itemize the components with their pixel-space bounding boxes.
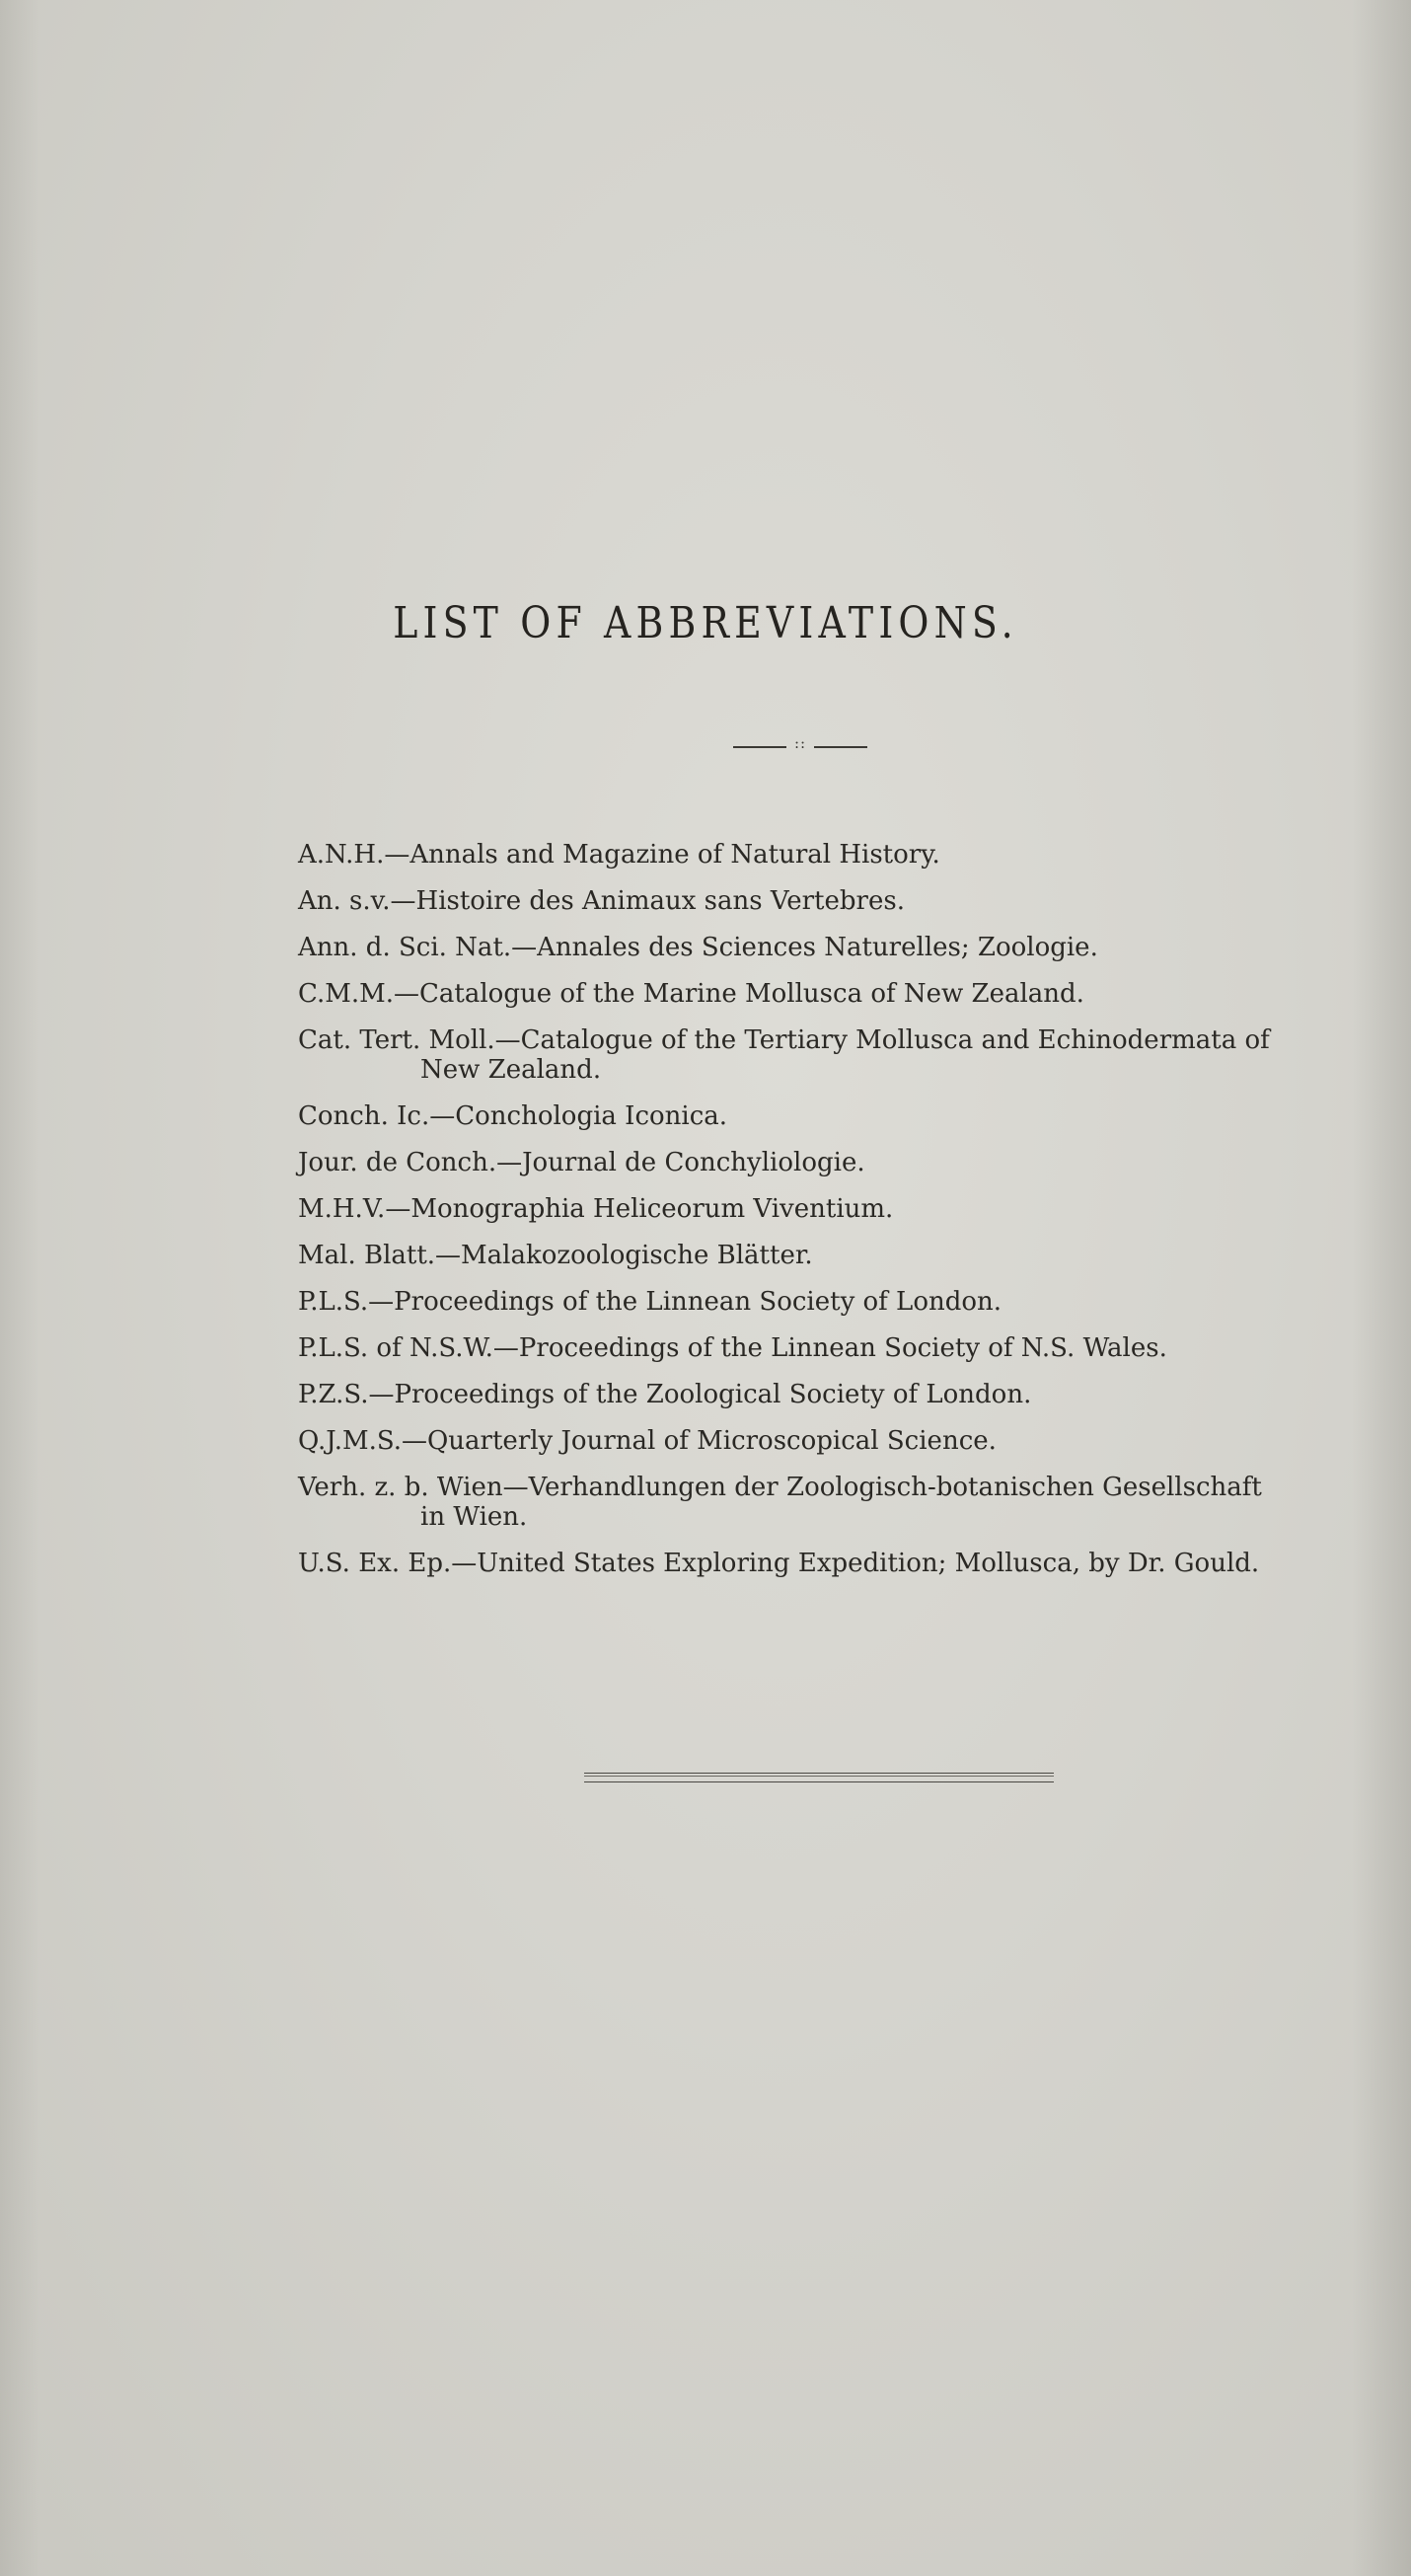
entry-text: P.Z.S.—Proceedings of the Zoological Society of London. — [298, 1380, 1032, 1409]
entry-text: P.L.S.—Proceedings of the Linnean Society of London. — [298, 1287, 1003, 1317]
abbreviation-entry — [298, 1472, 1374, 1534]
entry-text: U.S. Ex. Ep.—United States Exploring Expedition; Mollusca, by Dr. Gould. — [298, 1549, 1260, 1578]
abbreviation-entry — [298, 1332, 1374, 1365]
abbreviation-entry — [298, 978, 1374, 1011]
entry-text: Q.J.M.S.—Quarterly Journal of Microscopical Science. — [298, 1426, 997, 1456]
abbreviation-entry — [298, 1147, 1374, 1179]
abbreviation-entry — [298, 932, 1374, 964]
entry-text: C.M.M.—Catalogue of the Marine Mollusca of New Zealand. — [298, 979, 1084, 1009]
ornament-rule-left — [733, 746, 786, 748]
entry-text: Verh. z. b. Wien—Verhandlungen der Zoologisch-botanischen Gesellschaft — [298, 1473, 1262, 1502]
closing-rule-inner — [584, 1776, 1054, 1777]
entry-text: Mal. Blatt.—Malakozoologische Blätter. — [298, 1241, 813, 1270]
entry-text: M.H.V.—Monographia Heliceorum Viventium. — [298, 1194, 894, 1224]
entry-text: Conch. Ic.—Conchologia Iconica. — [298, 1101, 728, 1131]
abbreviation-entry — [298, 1240, 1374, 1272]
ornament-symbol: :: — [793, 734, 807, 752]
abbreviation-entry — [298, 1100, 1374, 1133]
entry-text: A.N.H.—Annals and Magazine of Natural History. — [298, 840, 940, 870]
entry-continuation: New Zealand. — [420, 1055, 602, 1085]
abbreviation-entry — [298, 1024, 1374, 1087]
title-ornament — [733, 734, 867, 752]
page-title: LIST OF ABBREVIATIONS. — [393, 598, 1018, 648]
entry-text: An. s.v.—Histoire des Animaux sans Vertebres. — [298, 886, 905, 916]
abbreviation-entry — [298, 1193, 1374, 1226]
abbreviation-entry — [298, 1379, 1374, 1411]
entry-text: Cat. Tert. Moll.—Catalogue of the Tertiary Mollusca and Echinodermata of — [298, 1025, 1270, 1055]
entry-text: Jour. de Conch.—Journal de Conchyliologie. — [298, 1148, 865, 1177]
abbreviation-entry — [298, 1548, 1374, 1580]
ornament-rule-right — [814, 746, 867, 748]
abbreviation-entry — [298, 1286, 1374, 1319]
entry-text: P.L.S. of N.S.W.—Proceedings of the Linnean Society of N.S. Wales. — [298, 1333, 1167, 1363]
closing-double-rule — [584, 1773, 1054, 1782]
abbreviation-list — [298, 839, 1374, 1594]
abbreviation-entry — [298, 1425, 1374, 1458]
abbreviation-entry — [298, 839, 1374, 871]
abbreviation-entry — [298, 885, 1374, 918]
entry-text: Ann. d. Sci. Nat.—Annales des Sciences Naturelles; Zoologie. — [298, 933, 1098, 962]
entry-continuation: in Wien. — [420, 1502, 528, 1532]
